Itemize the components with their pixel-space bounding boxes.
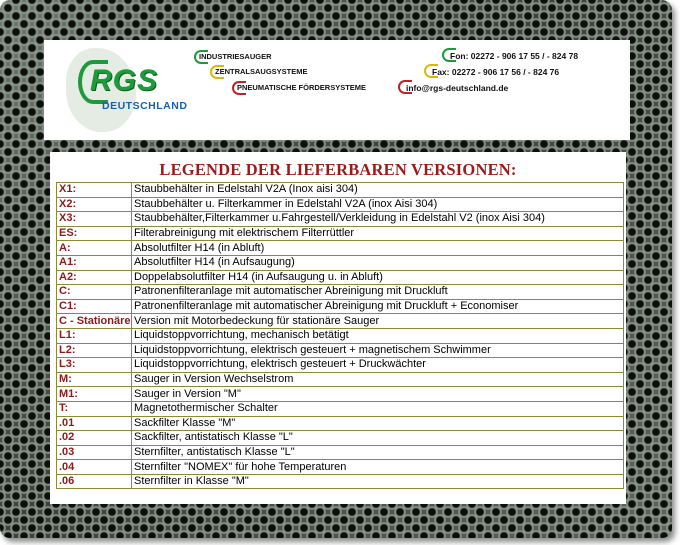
version-description: Patronenfilteranlage mit automatischer Abreinigung mit Druckluft + Economiser — [132, 299, 624, 314]
table-row — [57, 387, 624, 402]
table-row — [57, 372, 624, 387]
version-code: .03 — [57, 445, 132, 460]
table-row — [57, 358, 624, 373]
rgs-logo — [54, 46, 188, 136]
version-code: .01 — [57, 416, 132, 431]
legend-panel — [50, 152, 626, 504]
table-row — [57, 270, 624, 285]
version-code: .02 — [57, 431, 132, 446]
table-row — [57, 460, 624, 475]
version-description: Absolutfilter H14 (in Aufsaugung) — [132, 255, 624, 270]
version-description: Sauger in Version Wechselstrom — [132, 372, 624, 387]
version-code: ES: — [57, 226, 132, 241]
table-row — [57, 416, 624, 431]
version-description: Magnetothermischer Schalter — [132, 401, 624, 416]
logo-subtitle: DEUTSCHLAND — [102, 100, 188, 112]
version-description: Sackfilter Klasse "M" — [132, 416, 624, 431]
table-row — [57, 197, 624, 212]
version-code: C - Stationäre — [57, 314, 132, 329]
table-row — [57, 241, 624, 256]
version-description: Sternfilter "NOMEX" für hohe Temperaturen — [132, 460, 624, 475]
table-row — [57, 255, 624, 270]
version-description: Liquidstoppvorrichtung, mechanisch betätigt — [132, 328, 624, 343]
service-zentralsaugsysteme: ZENTRALSAUGSYSTEME — [215, 67, 308, 76]
version-code: L3: — [57, 358, 132, 373]
legend-table — [56, 182, 624, 489]
table-row — [57, 445, 624, 460]
version-description: Sackfilter, antistatisch Klasse "L" — [132, 431, 624, 446]
table-row — [57, 314, 624, 329]
version-description: Version mit Motorbedeckung für stationäre Sauger — [132, 314, 624, 329]
fax-number: Fax: 02272 - 906 17 56 / - 824 76 — [432, 67, 560, 77]
version-description: Staubbehälter,Filterkammer u.Fahrgestell/Verkleidung in Edelstahl V2 (inox Aisi 304) — [132, 212, 624, 227]
table-row — [57, 343, 624, 358]
table-row — [57, 474, 624, 489]
version-code: X2: — [57, 197, 132, 212]
table-row — [57, 212, 624, 227]
version-code: .04 — [57, 460, 132, 475]
version-code: M1: — [57, 387, 132, 402]
version-description: Staubbehälter u. Filterkammer in Edelstahl V2A (inox Aisi 304) — [132, 197, 624, 212]
header-banner — [44, 40, 630, 140]
version-code: C1: — [57, 299, 132, 314]
table-row — [57, 299, 624, 314]
version-code: A2: — [57, 270, 132, 285]
legend-title: LEGENDE DER LIEFERBAREN VERSIONEN: — [159, 160, 517, 179]
email-link[interactable]: info@rgs-deutschland.de — [406, 83, 509, 93]
version-description: Sternfilter, antistatisch Klasse "L" — [132, 445, 624, 460]
version-description: Absolutfilter H14 (in Abluft) — [132, 241, 624, 256]
service-pneumatische: PNEUMATISCHE FÖRDERSYSTEME — [237, 83, 367, 92]
version-code: C: — [57, 285, 132, 300]
phone-number: Fon: 02272 - 906 17 55 / - 824 78 — [450, 51, 579, 61]
table-row — [57, 226, 624, 241]
version-description: Patronenfilteranlage mit automatischer Abreinigung mit Druckluft — [132, 285, 624, 300]
version-description: Sternfilter in Klasse "M" — [132, 474, 624, 489]
version-code: X3: — [57, 212, 132, 227]
table-row — [57, 183, 624, 198]
version-description: Sauger in Version "M" — [132, 387, 624, 402]
service-industriesauger: INDUSTRIESAUGER — [199, 52, 272, 61]
logo-text: RGS — [90, 64, 159, 97]
table-row — [57, 328, 624, 343]
version-description: Doppelabsolutfilter H14 (in Aufsaugung u. in Abluft) — [132, 270, 624, 285]
version-code: M: — [57, 372, 132, 387]
version-code: T: — [57, 401, 132, 416]
version-description: Filterabreinigung mit elektrischem Filterrüttler — [132, 226, 624, 241]
version-description: Staubbehälter in Edelstahl V2A (Inox aisi 304) — [132, 183, 624, 198]
version-code: X1: — [57, 183, 132, 198]
table-row — [57, 431, 624, 446]
table-row — [57, 401, 624, 416]
table-row — [57, 285, 624, 300]
version-description: Liquidstoppvorrichtung, elektrisch gesteuert + Druckwächter — [132, 358, 624, 373]
version-description: Liquidstoppvorrichtung, elektrisch gesteuert + magnetischem Schwimmer — [132, 343, 624, 358]
version-code: A: — [57, 241, 132, 256]
version-code: A1: — [57, 255, 132, 270]
version-code: .06 — [57, 474, 132, 489]
version-code: L2: — [57, 343, 132, 358]
version-code: L1: — [57, 328, 132, 343]
